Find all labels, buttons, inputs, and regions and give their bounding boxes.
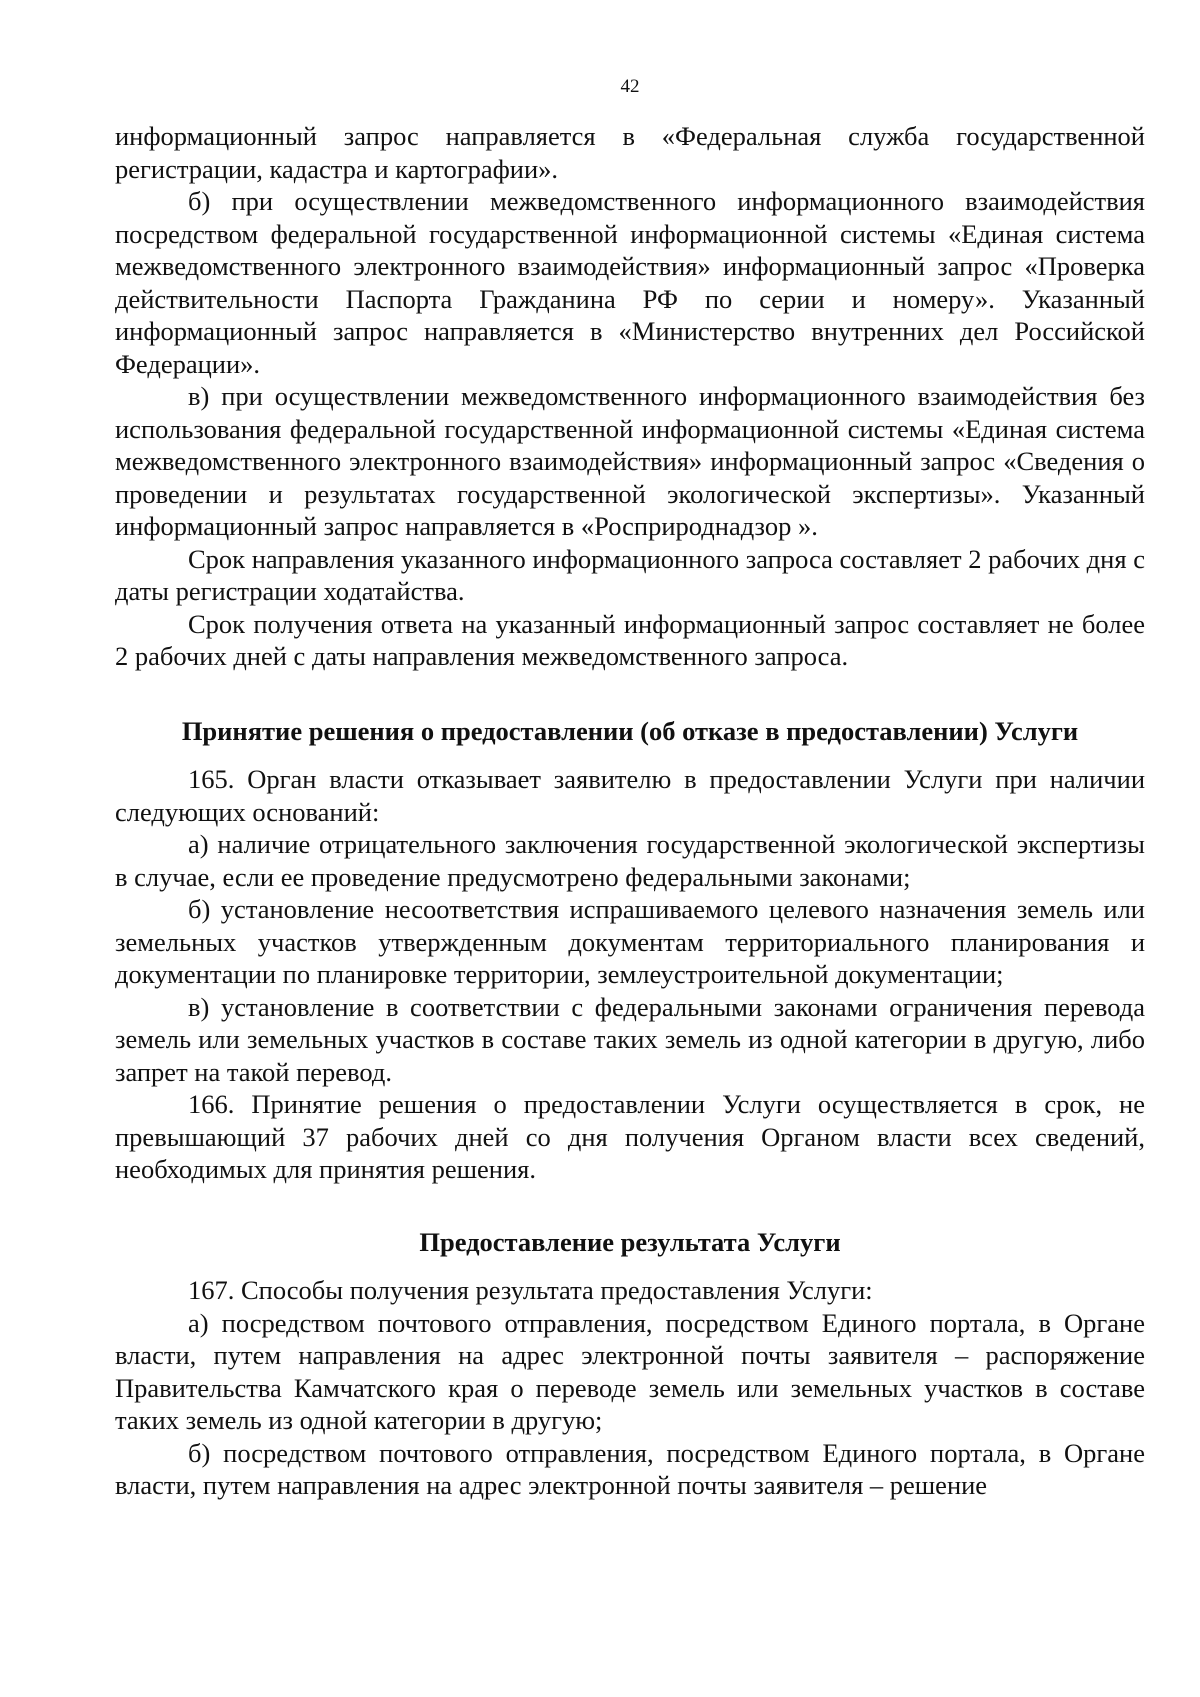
paragraph-request-deadline: Срок направления указанного информационного запроса составляет 2 рабочих дня с даты регистрации ходатайства. <box>115 543 1145 606</box>
paragraph-item-167-b: б) посредством почтового отправления, посредством Единого портала, в Органе власти, путем направления на адрес электронной почты заявителя – решение <box>115 1437 1145 1500</box>
paragraph-item-167: 167. Способы получения результата предоставления Услуги: <box>188 1275 873 1305</box>
document-body <box>115 120 1145 1502</box>
section-heading-result: Предоставление результата Услуги <box>419 1226 841 1257</box>
paragraph-subitem-v: в) при осуществлении межведомственного информационного взаимодействия без использования федеральной государственной информационной системы «Единая система межведомственного электронного взаимодействия» информационный запрос «Сведения о проведении и результатах государственной экологической экспертизы». Указанный информационный запрос направляется в «Росприроднадзор ». <box>115 381 1145 541</box>
section-heading-decision: Принятие решения о предоставлении (об отказе в предоставлении) Услуги <box>181 715 1079 746</box>
paragraph-subitem-b: б) при осуществлении межведомственного информационного взаимодействия посредством федеральной государственной информационной системы «Единая система межведомственного электронного взаимодействия» информационный запрос «Проверка действительности Паспорта Гражданина РФ по серии и номеру». Указанный информационный запрос направляется в «Министерство внутренних дел Российской Федерации». <box>115 186 1145 379</box>
spacer <box>115 1186 1145 1226</box>
paragraph-response-deadline: Срок получения ответа на указанный информационный запрос составляет не более 2 рабочих дней с даты направления межведомственного запроса. <box>115 608 1145 671</box>
spacer <box>115 673 1145 715</box>
document-page <box>115 0 1145 1697</box>
paragraph-item-165-a: а) наличие отрицательного заключения государственной экологической экспертизы в случае, если ее проведение предусмотрено федеральными законами; <box>115 829 1145 892</box>
spacer <box>115 747 1145 763</box>
spacer <box>115 1258 1145 1274</box>
paragraph-item-165-b: б) установление несоответствия испрашиваемого целевого назначения земель или земельных участков утвержденным документам территориального планирования и документации по планировке территории, землеустроительной документации; <box>115 894 1145 989</box>
paragraph-item-165: 165. Орган власти отказывает заявителю в предоставлении Услуги при наличии следующих оснований: <box>115 764 1145 827</box>
paragraph-item-167-a: а) посредством почтового отправления, посредством Единого портала, в Органе власти, путем направления на адрес электронной почты заявителя – распоряжение Правительства Камчатского края о переводе земель или земельных участков в составе таких земель из одной категории в другую; <box>115 1307 1145 1435</box>
paragraph-item-166: 166. Принятие решения о предоставлении Услуги осуществляется в срок, не превышающий 37 рабочих дней со дня получения Органом власти всех сведений, необходимых для принятия решения. <box>115 1089 1145 1184</box>
page-number: 42 <box>620 76 640 97</box>
paragraph-item-165-v: в) установление в соответствии с федеральными законами ограничения перевода земель или земельных участков в составе таких земель из одной категории в другую, либо запрет на такой перевод. <box>115 991 1145 1087</box>
paragraph: информационный запрос направляется в «Федеральная служба государственной регистрации, кадастра и картографии». <box>115 121 1145 184</box>
